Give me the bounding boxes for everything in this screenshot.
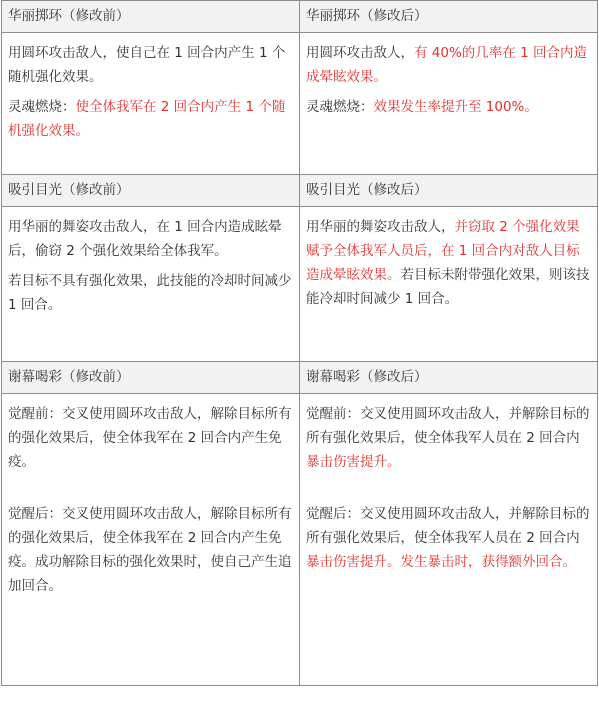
table-row-header (2, 1, 598, 33)
highlight-text: 暴击伤害提升。发生暴击时，获得额外回合。 (305, 554, 576, 570)
cell-before-title: 华丽掷环（修改前） (2, 1, 300, 33)
table-row-content (2, 207, 598, 362)
cell-before-desc (2, 207, 300, 362)
skill-comparison-table (1, 0, 598, 686)
desc-text: 灵魂燃烧：效果发生率提升至 100%。 (305, 99, 538, 115)
cell-after-title: 吸引目光（修改后） (299, 175, 597, 207)
table-row-header (2, 362, 598, 394)
cell-after-desc (299, 207, 597, 362)
highlight-text: 有 40%的几率在 1 回合内造成晕眩效果。 (305, 45, 587, 85)
desc-text: 觉醒后：交叉使用圆环攻击敌人，解除目标所有的强化效果后，使全体我军在 2 回合内产生免疫。成功解除目标的强化效果时，使自己产生追加回合。 (8, 506, 292, 594)
table-row-header (2, 175, 598, 207)
desc-text: 用圆环攻击敌人，有 40%的几率在 1 回合内造成晕眩效果。 (305, 45, 587, 85)
desc-text: 用圆环攻击敌人，使自己在 1 回合内产生 1 个随机强化效果。 (8, 45, 286, 85)
highlight-text: 暴击伤害提升。 (305, 454, 401, 470)
cell-after-title: 谢幕喝彩（修改后） (299, 362, 597, 394)
cell-before-desc (2, 394, 300, 686)
desc-text: 觉醒前：交叉使用圆环攻击敌人，解除目标所有的强化效果后，使全体我军在 2 回合内产生免疫。 (8, 406, 292, 470)
desc-text: 觉醒前：交叉使用圆环攻击敌人，并解除目标的所有强化效果后，使全体我军人员在 2 回合内暴击伤害提升。 (305, 406, 590, 470)
highlight-text: 并窃取 2 个强化效果赋予全体我军人员后，在 1 回合内对敌人目标造成晕眩效果。 (305, 219, 580, 283)
desc-text: 用华丽的舞姿攻击敌人，在 1 回合内造成眩晕后，偷窃 2 个强化效果给全体我军。 (8, 219, 282, 259)
cell-after-title: 华丽掷环（修改后） (299, 1, 597, 33)
desc-text: 灵魂燃烧：使全体我军在 2 回合内产生 1 个随机强化效果。 (8, 99, 286, 139)
highlight-text: 使全体我军在 2 回合内产生 1 个随机强化效果。 (8, 99, 286, 139)
cell-before-title: 谢幕喝彩（修改前） (2, 362, 300, 394)
cell-before-title: 吸引目光（修改前） (2, 175, 300, 207)
table-row-content (2, 394, 598, 686)
desc-text: 觉醒后：交叉使用圆环攻击敌人，并解除目标的所有强化效果后，使全体我军人员在 2 回合内暴击伤害提升。发生暴击时，获得额外回合。 (305, 506, 590, 570)
highlight-text: 效果发生率提升至 100%。 (373, 99, 538, 115)
cell-after-desc (299, 33, 597, 175)
table-row-content (2, 33, 598, 175)
desc-text: 用华丽的舞姿攻击敌人，并窃取 2 个强化效果赋予全体我军人员后，在 1 回合内对敌人目标造成晕眩效果。若目标未附带强化效果，则该技能冷却时间减少 1 回合。 (305, 219, 590, 307)
cell-before-desc (2, 33, 300, 175)
cell-after-desc (299, 394, 597, 686)
desc-text: 若目标不具有强化效果，此技能的冷却时间减少 1 回合。 (8, 273, 292, 313)
